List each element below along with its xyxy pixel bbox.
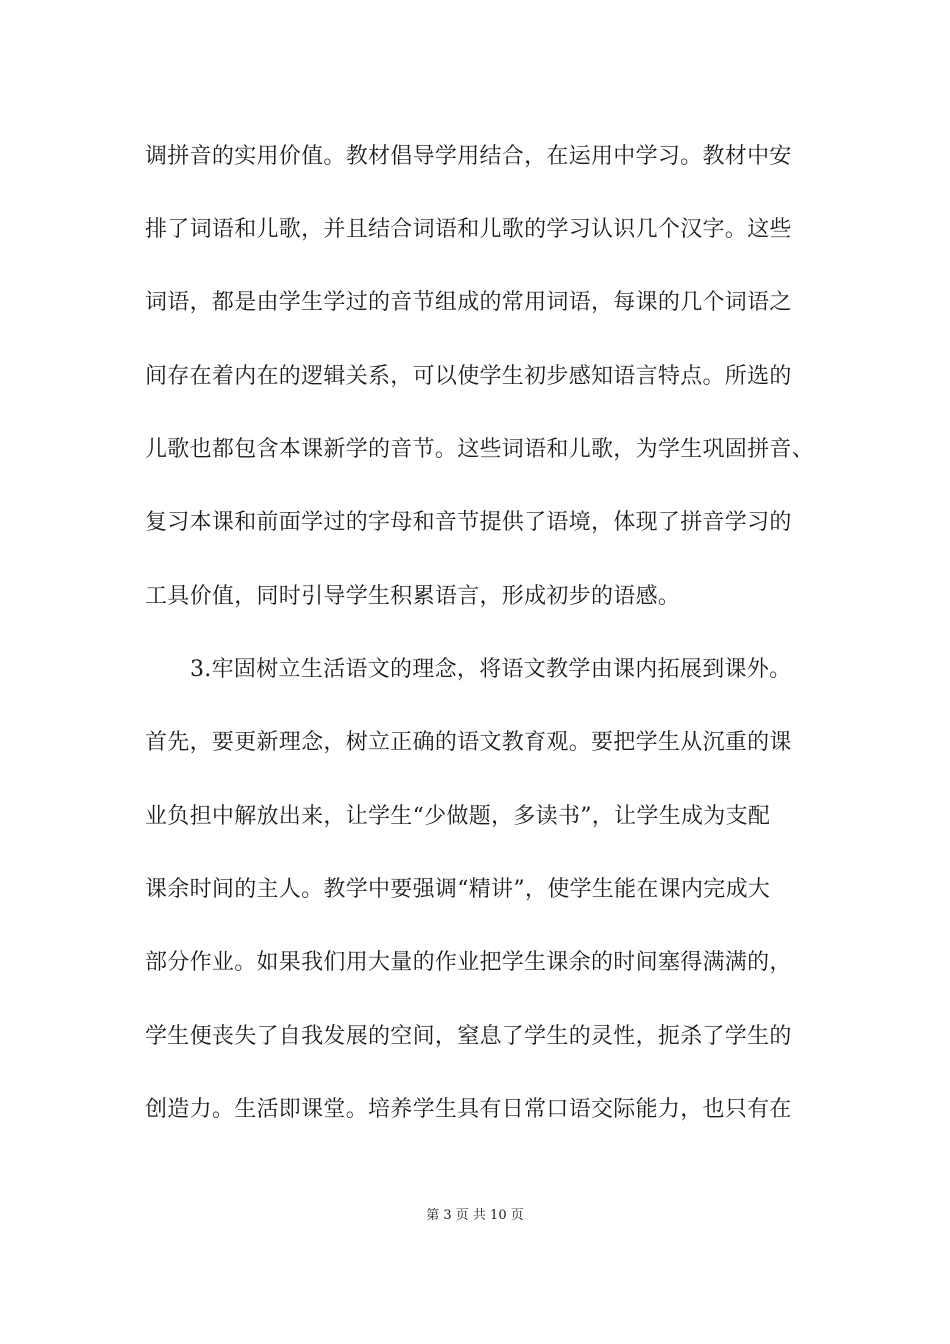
text-line: 调拼音的实用价值。教材倡导学用结合，在运用中学习。教材中安 bbox=[145, 144, 792, 169]
text-line: 学生便丧失了自我发展的空间，窒息了学生的灵性，扼杀了学生的 bbox=[145, 1024, 792, 1049]
text-line: 复习本课和前面学过的字母和音节提供了语境，体现了拼音学习的 bbox=[145, 510, 792, 535]
text-line: 首先，要更新理念，树立正确的语文教育观。要把学生从沉重的课 bbox=[145, 730, 792, 755]
text-line: 课余时间的主人。教学中要强调“精讲”，使学生能在课内完成大 bbox=[145, 877, 771, 902]
text-line: 间存在着内在的逻辑关系，可以使学生初步感知语言特点。所选的 bbox=[145, 364, 792, 389]
text-line: 儿歌也都包含本课新学的音节。这些词语和儿歌，为学生巩固拼音、 bbox=[145, 437, 815, 462]
page-number: 第 3 页 共 10 页 bbox=[426, 1208, 524, 1223]
text-line: 业负担中解放出来，让学生“少做题，多读书”，让学生成为支配 bbox=[145, 804, 771, 829]
paragraph-heading-line: 3.牢固树立生活语文的理念，将语文教学由课内拓展到课外。 bbox=[190, 657, 792, 682]
text-line: 词语，都是由学生学过的音节组成的常用词语，每课的几个词语之 bbox=[145, 290, 792, 315]
text-line: 创造力。生活即课堂。培养学生具有日常口语交际能力，也只有在 bbox=[145, 1097, 792, 1122]
text-line: 排了词语和儿歌，并且结合词语和儿歌的学习认识几个汉字。这些 bbox=[145, 217, 792, 242]
text-line: 工具价值，同时引导学生积累语言，形成初步的语感。 bbox=[145, 584, 681, 609]
text-line: 部分作业。如果我们用大量的作业把学生课余的时间塞得满满的， bbox=[145, 950, 792, 975]
